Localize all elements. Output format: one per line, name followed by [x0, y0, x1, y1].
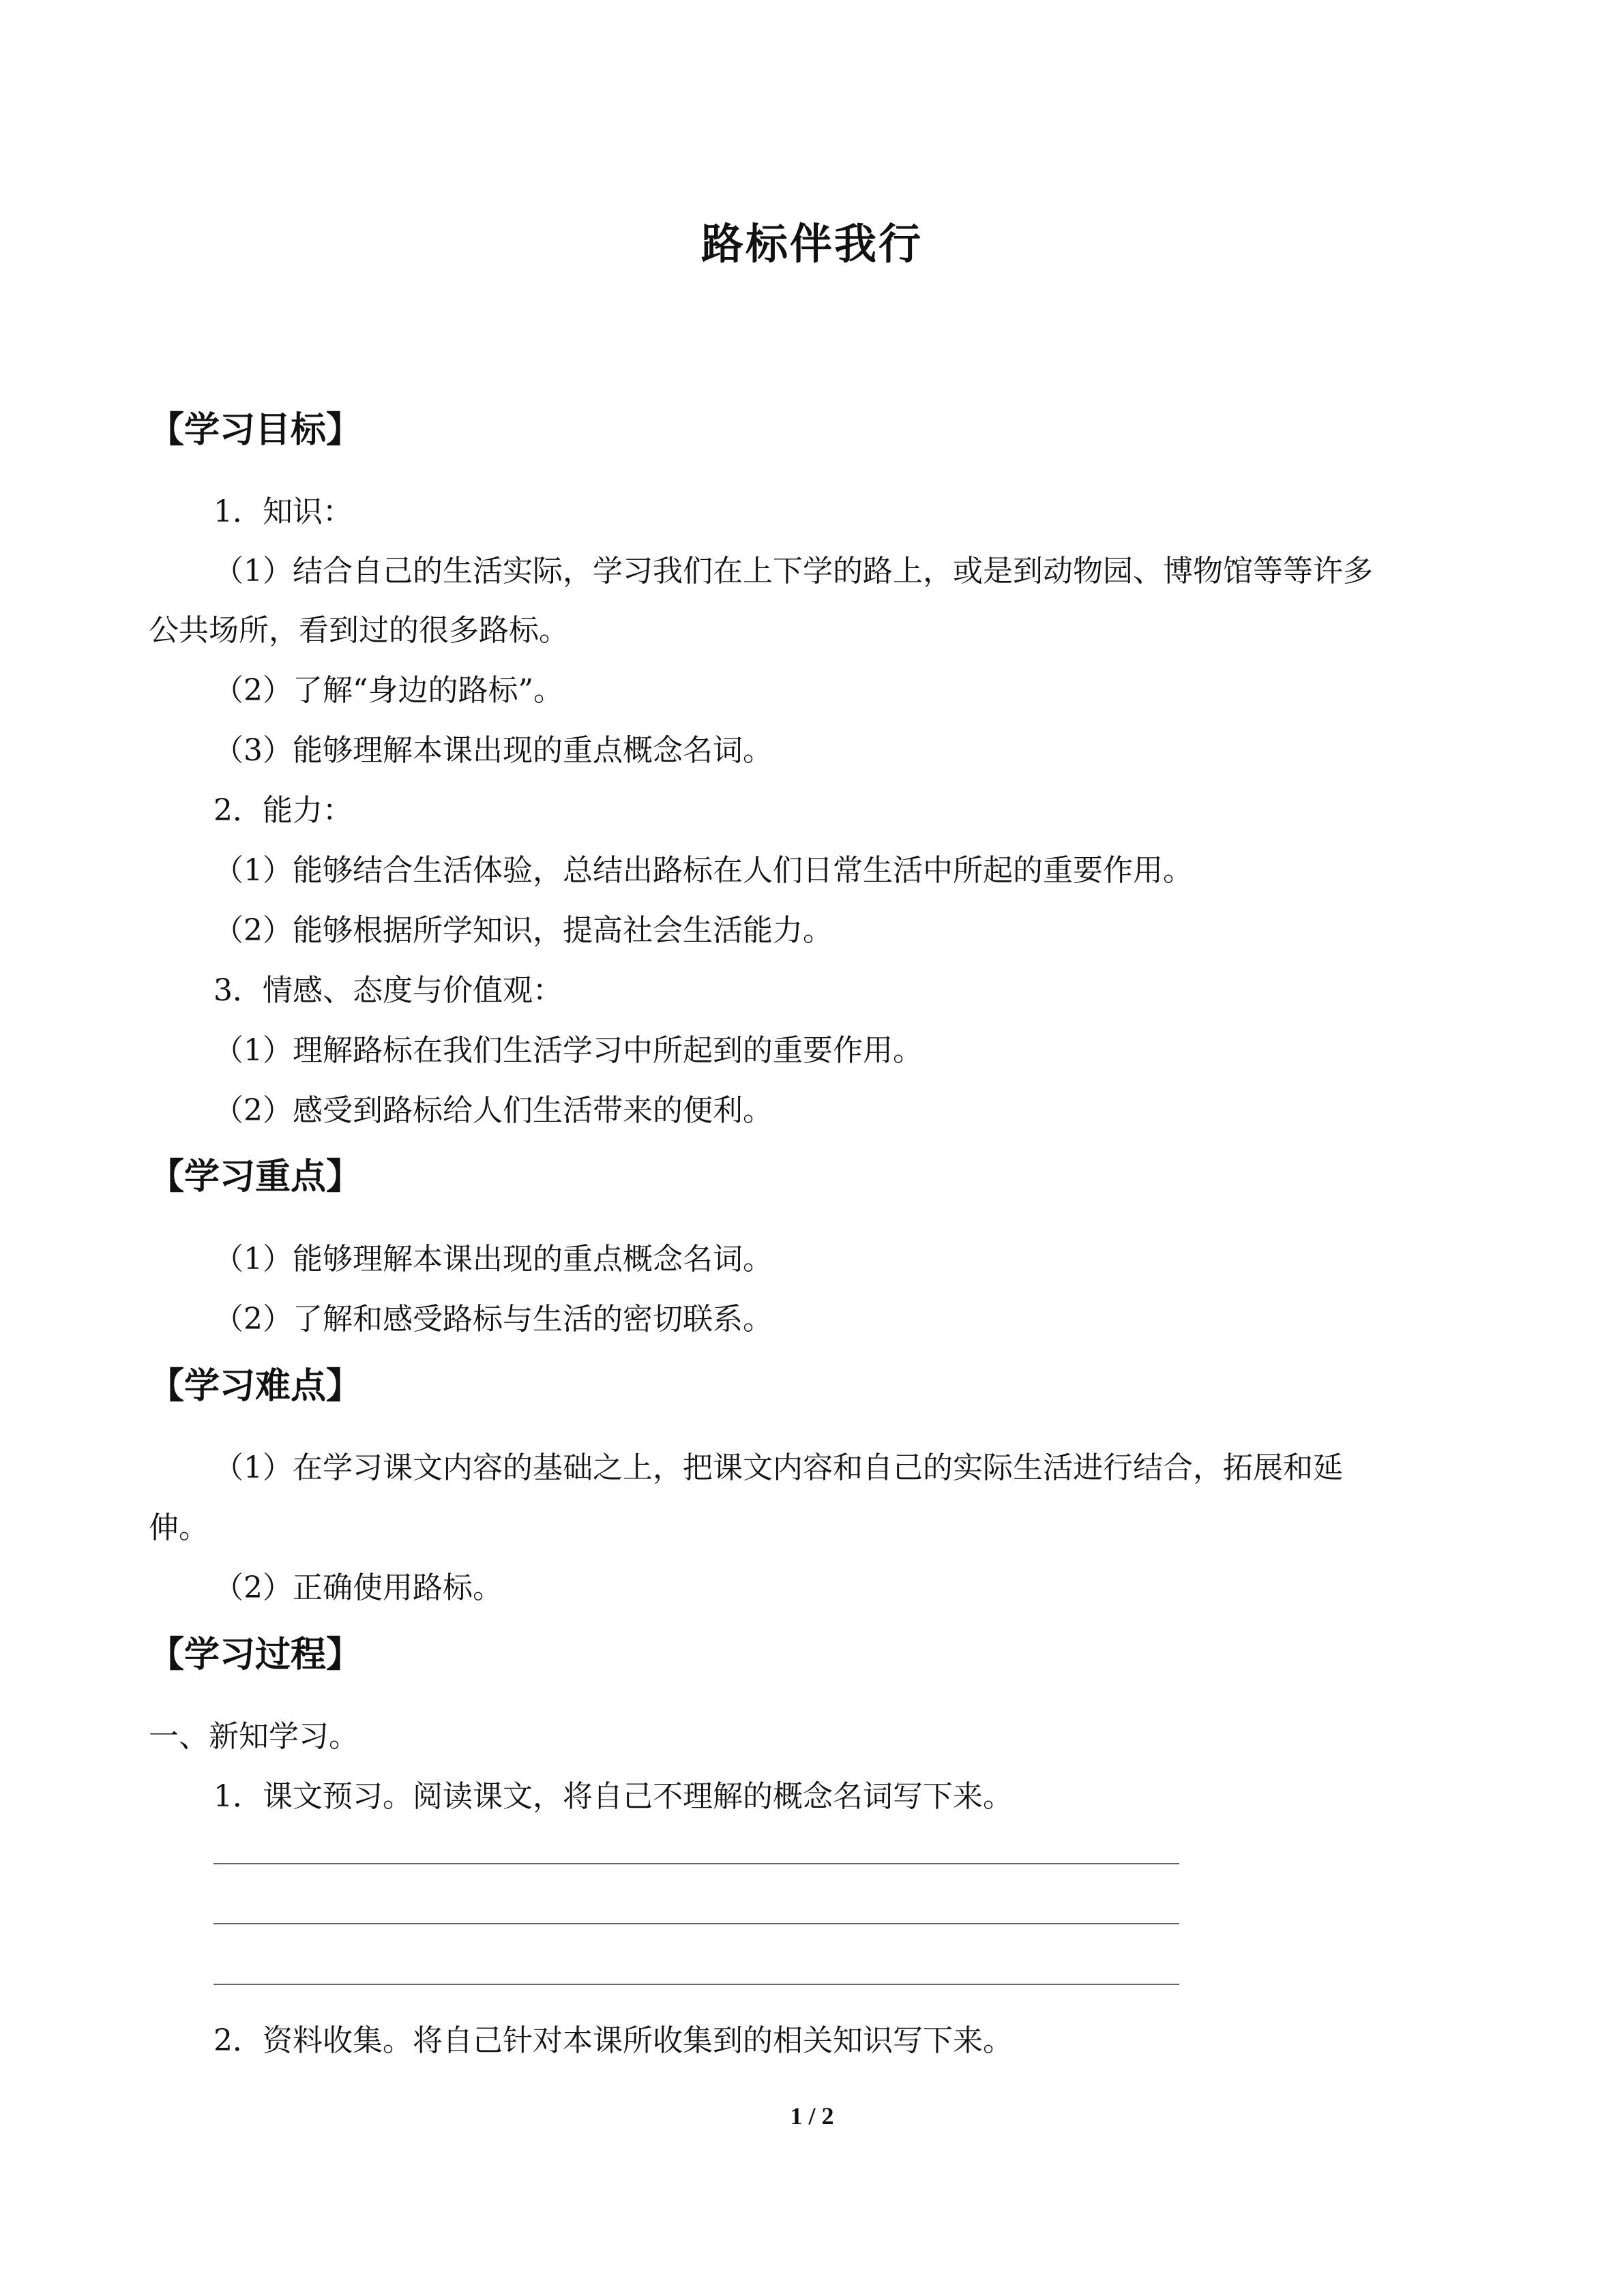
page-title: 路标伴我行	[700, 219, 923, 269]
page-number: 1 / 2	[790, 2102, 834, 2130]
goals-knowledge-item-3: （3）能够理解本课出现的重点概念名词。	[213, 733, 773, 768]
goals-knowledge-label: 1．知识：	[213, 494, 353, 529]
goals-ability-item-1: （1）能够结合生活体验，总结出路标在人们日常生活中所起的重要作用。	[213, 853, 1193, 888]
goals-ability-item-2: （2）能够根据所学知识，提高社会生活能力。	[213, 913, 833, 948]
goals-ability-label: 2．能力：	[213, 793, 353, 828]
process-step-1: 1．课文预习。阅读课文，将自己不理解的概念名词写下来。	[213, 1779, 1013, 1814]
goals-emotion-label: 3．情感、态度与价值观：	[213, 973, 563, 1008]
key-point-item-1: （1）能够理解本课出现的重点概念名词。	[213, 1242, 773, 1277]
answer-line-1[interactable]	[213, 1863, 1179, 1864]
difficulty-item-2: （2）正确使用路标。	[213, 1570, 503, 1605]
goals-knowledge-item-1-line-1: （1）结合自己的生活实际，学习我们在上下学的路上，或是到动物园、博物馆等等许多	[213, 554, 1373, 588]
goals-emotion-item-2: （2）感受到路标给人们生活带来的便利。	[213, 1093, 773, 1128]
process-step-2: 2．资料收集。将自己针对本课所收集到的相关知识写下来。	[213, 2023, 1013, 2058]
section-heading-difficulties: 【学习难点】	[149, 1366, 362, 1407]
section-heading-key-points: 【学习重点】	[149, 1157, 362, 1197]
difficulty-item-1-line-2: 伸。	[149, 1510, 209, 1545]
goals-knowledge-item-1-line-2: 公共场所，看到过的很多路标。	[149, 613, 569, 648]
section-heading-goals: 【学习目标】	[149, 410, 362, 451]
process-part-1: 一、新知学习。	[149, 1719, 359, 1754]
goals-knowledge-item-2: （2）了解“身边的路标”。	[213, 673, 563, 708]
answer-line-2[interactable]	[213, 1923, 1179, 1924]
goals-emotion-item-1: （1）理解路标在我们生活学习中所起到的重要作用。	[213, 1033, 923, 1068]
answer-line-3[interactable]	[213, 1984, 1179, 1985]
difficulty-item-1-line-1: （1）在学习课文内容的基础之上，把课文内容和自己的实际生活进行结合，拓展和延	[213, 1450, 1343, 1485]
key-point-item-2: （2）了解和感受路标与生活的密切联系。	[213, 1302, 773, 1337]
section-heading-process: 【学习过程】	[149, 1635, 362, 1675]
